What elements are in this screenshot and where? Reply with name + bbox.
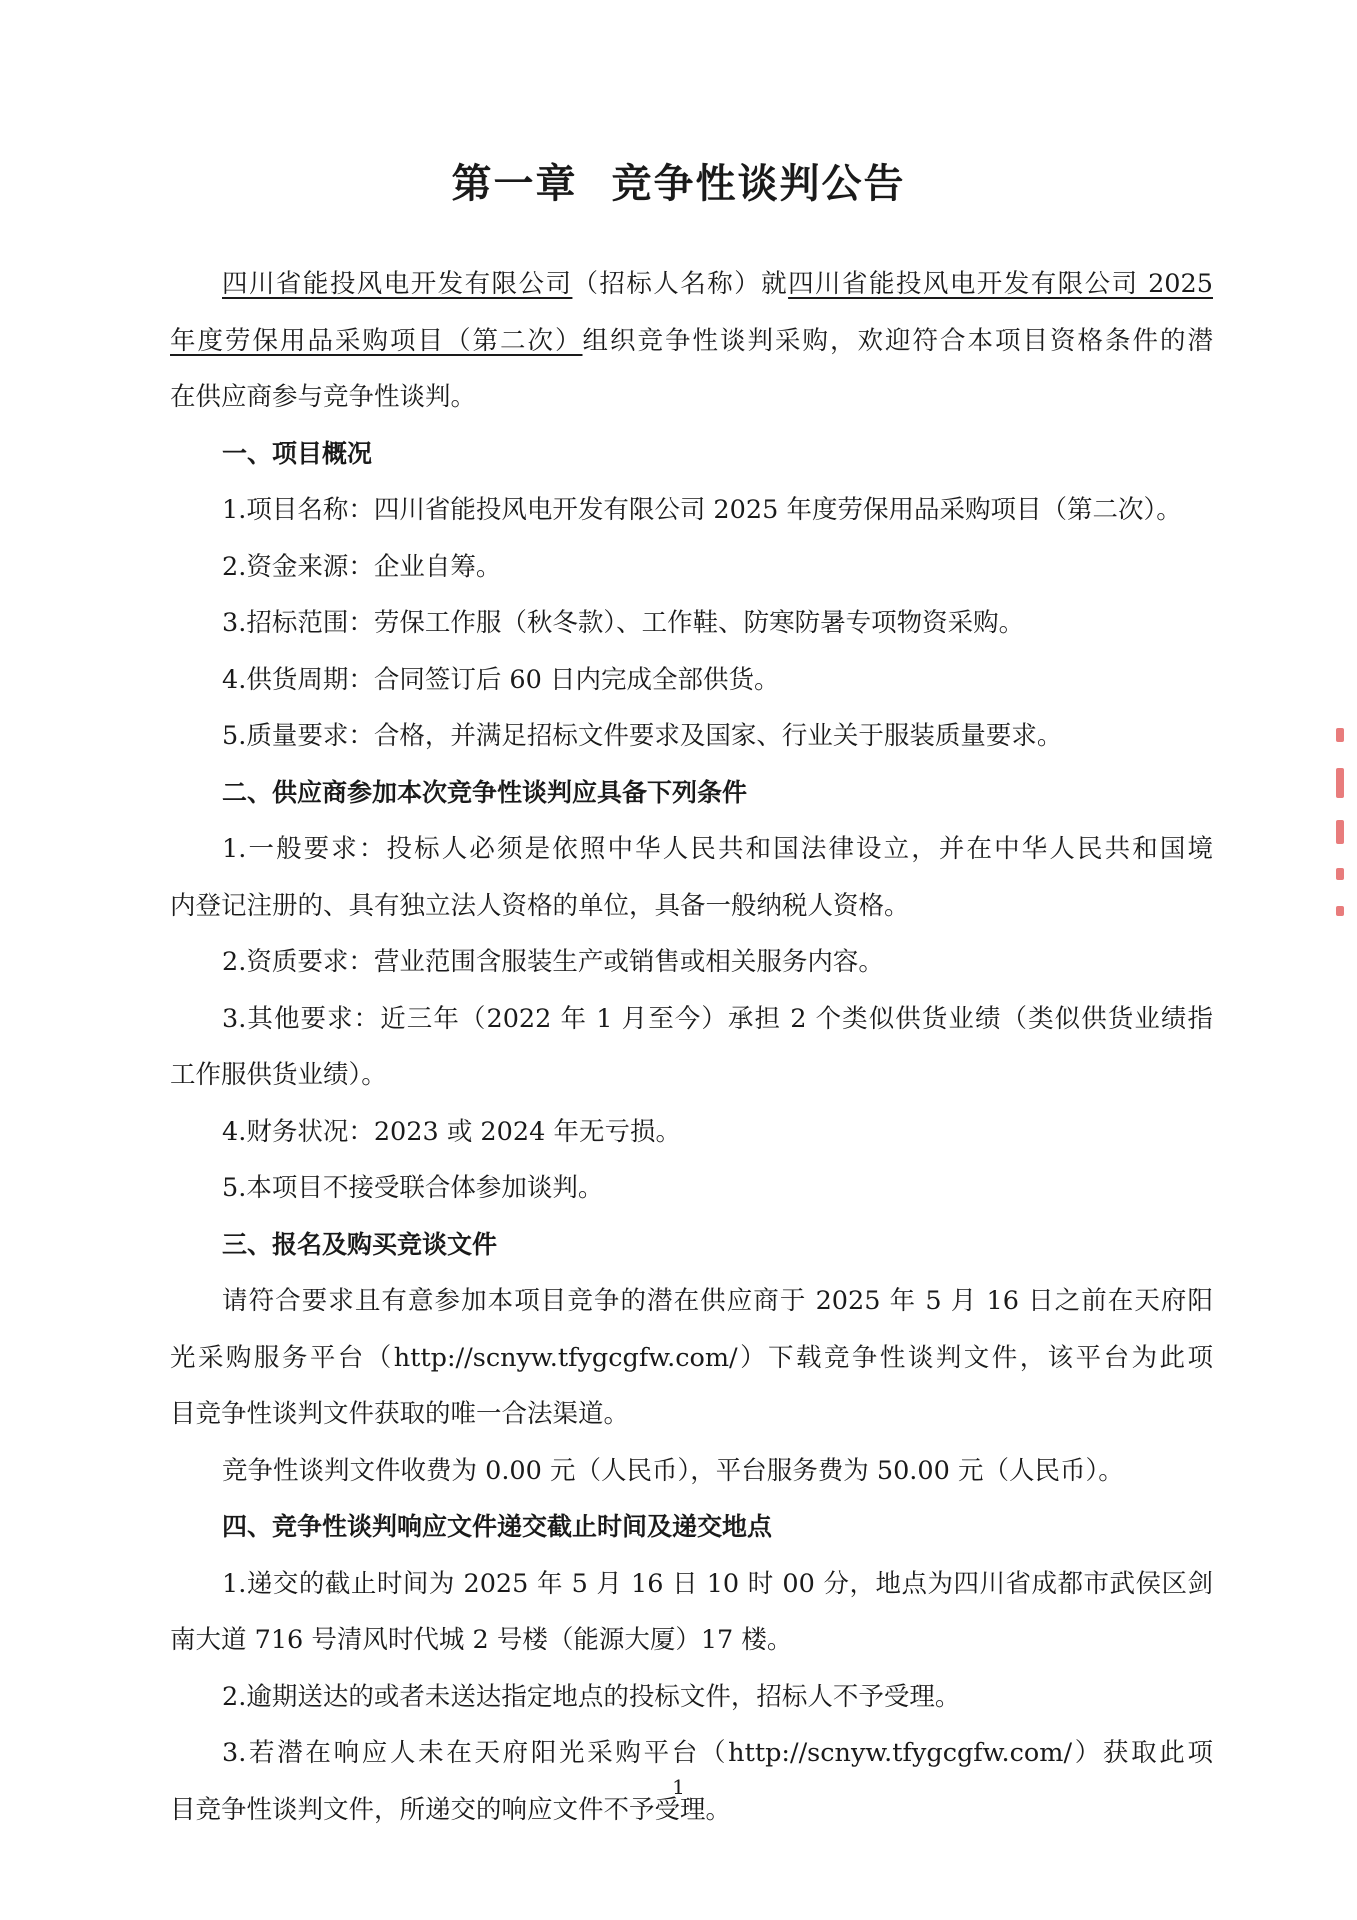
overview-item-5: 5.质量要求：合格，并满足招标文件要求及国家、行业关于服装质量要求。 [222,721,1063,751]
seal-edge-marks [1336,728,1348,928]
chapter-label: 第一章 [451,160,578,207]
section-heading-registration: 三、报名及购买竞谈文件 [222,1229,498,1259]
submission-item-3-line-1: 3.若潜在响应人未在天府阳光采购平台（http://scnyw.tfygcgfw.com/）获取此项 [222,1738,1213,1768]
qualification-item-3-line-1: 3.其他要求：近三年（2022 年 1 月至今）承担 2 个类似供货业绩（类似供货业绩指 [222,1003,1213,1034]
submission-item-3-line-2: 目竞争性谈判文件，所递交的响应文件不予受理。 [170,1794,732,1825]
registration-para-1-line-1: 请符合要求且有意参加本项目竞争的潜在供应商于 2025 年 5 月 16 日之前在天府阳 [222,1286,1213,1316]
submission-item-1-line-1: 1.递交的截止时间为 2025 年 5 月 16 日 10 时 00 分，地点为四川省成都市武侯区剑 [222,1568,1213,1599]
registration-fee: 竞争性谈判文件收费为 0.00 元（人民币），平台服务费为 50.00 元（人民币）。 [222,1455,1124,1486]
section-heading-qualifications: 二、供应商参加本次竞争性谈判应具备下列条件 [222,777,748,807]
qualification-item-4: 4.财务状况：2023 或 2024 年无亏损。 [222,1116,681,1147]
qualification-item-5: 5.本项目不接受联合体参加谈判。 [222,1173,604,1203]
tenderer-name: 四川省能投风电开发有限公司 [222,269,573,299]
overview-item-3: 3.招标范围：劳保工作服（秋冬款）、工作鞋、防寒防暑专项物资采购。 [222,608,1025,638]
intro-line-3: 在供应商参与竞争性谈判。 [170,382,477,412]
overview-item-2: 2.资金来源：企业自筹。 [222,551,502,582]
registration-para-1-line-3: 目竞争性谈判文件获取的唯一合法渠道。 [170,1399,630,1429]
intro-line-2: 年度劳保用品采购项目（第二次）组织竞争性谈判采购，欢迎符合本项目资格条件的潜 [170,325,1213,356]
intro-line-1: 四川省能投风电开发有限公司（招标人名称）就四川省能投风电开发有限公司 2025 [222,269,1213,299]
qualification-item-2: 2.资质要求：营业范围含服装生产或销售或相关服务内容。 [222,947,884,977]
qualification-item-1-line-2: 内登记注册的、具有独立法人资格的单位，具备一般纳税人资格。 [170,890,910,921]
submission-item-2: 2.逾期送达的或者未送达指定地点的投标文件，招标人不予受理。 [222,1681,961,1712]
submission-item-1-line-2: 南大道 716 号清风时代城 2 号楼（能源大厦）17 楼。 [170,1625,793,1655]
overview-item-4: 4.供货周期：合同签订后 60 日内完成全部供货。 [222,664,780,695]
announcement-body [170,256,1213,1838]
registration-para-1-line-2: 光采购服务平台（http://scnyw.tfygcgfw.com/）下载竞争性谈判文件，该平台为此项 [170,1342,1213,1373]
section-heading-overview: 一、项目概况 [222,438,373,468]
project-name-part1: 四川省能投风电开发有限公司 2025 [788,269,1213,299]
chapter-title: 竞争性谈判公告 [611,160,906,207]
qualification-item-3-line-2: 工作服供货业绩）。 [170,1060,387,1090]
page-number: 1 [672,1775,685,1799]
overview-item-1: 1.项目名称：四川省能投风电开发有限公司 2025 年度劳保用品采购项目（第二次）。 [222,495,1182,525]
project-name-part2: 年度劳保用品采购项目（第二次） [170,325,583,356]
page-title [0,152,1357,209]
qualification-item-1-line-1: 1.一般要求：投标人必须是依照中华人民共和国法律设立，并在中华人民共和国境 [222,834,1213,864]
section-heading-submission: 四、竞争性谈判响应文件递交截止时间及递交地点 [222,1512,773,1541]
